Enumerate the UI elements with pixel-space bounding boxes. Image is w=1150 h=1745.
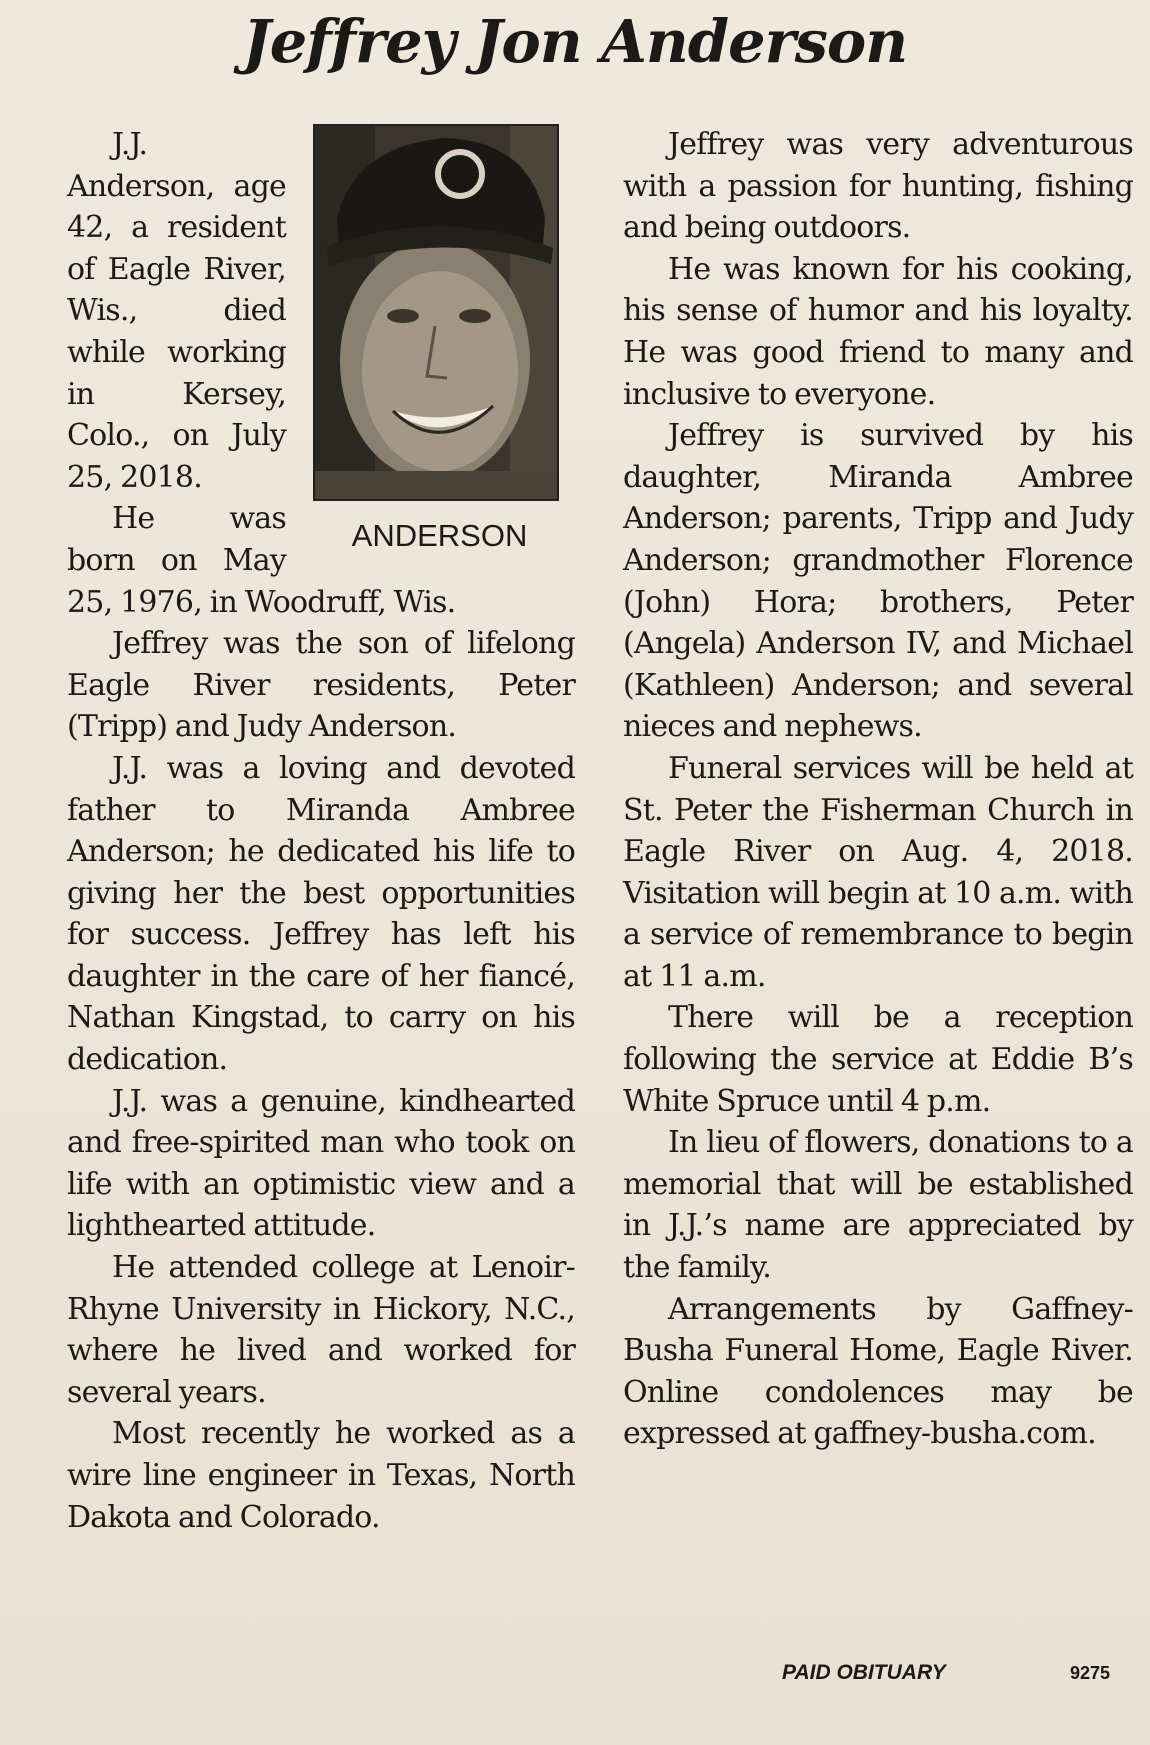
paragraph: Jeffrey is survived by his daughter, Miranda Ambree Anderson; parents, Tripp and Judy Anderson; grandmother Florence (John) Hora; brothers, Peter (Angela) Anderson IV, and Michael (Kathleen) Anderson; and several nieces and nephews. bbox=[623, 418, 1133, 745]
photo-caption: ANDERSON bbox=[351, 518, 528, 553]
portrait-photo-icon bbox=[313, 124, 559, 501]
paragraph: He attended college at Lenoir-Rhyne University in Hickory, N.C., where he lived and worked for several years. bbox=[67, 1250, 575, 1410]
paragraph: He was born on May 25, 1976, in Woodruff, Wis. bbox=[67, 501, 456, 620]
paragraph: He was known for his cooking, his sense of humor and his loyalty. He was good friend to many and inclusive to everyone. bbox=[623, 251, 1133, 412]
paragraph: Jeffrey was very adventurous with a passion for hunting, fishing and being outdoors. bbox=[623, 127, 1133, 246]
paragraph: There will be a reception following the service at Eddie B’s White Spruce until 4 p.m. bbox=[623, 1000, 1133, 1119]
column-left bbox=[67, 124, 575, 1538]
ad-code: 9275 bbox=[1070, 1663, 1111, 1683]
paragraph: In lieu of flowers, donations to a memorial that will be established in J.J.’s name are appreciated by the family. bbox=[623, 1125, 1133, 1286]
paragraph: Most recently he worked as a wire line engineer in Texas, North Dakota and Colorado. bbox=[67, 1416, 575, 1535]
paragraph: J.J. was a loving and devoted father to Miranda Ambree Anderson; he dedicated his life to giving her the best opportunities for success. Jeffrey has left his daughter in the care of her fiancé, Nathan Kingstad, to carry on his dedication. bbox=[67, 750, 575, 1078]
obituary-title: Jeffrey Jon Anderson bbox=[242, 7, 908, 76]
paragraph: Jeffrey was the son of lifelong Eagle River residents, Peter (Tripp) and Judy Anderson. bbox=[67, 626, 575, 745]
portrait-photo-svg bbox=[315, 126, 557, 499]
photo-block bbox=[304, 124, 575, 557]
paragraph: Funeral services will be held at St. Peter the Fisherman Church in Eagle River on Aug. 4, 2018. Visitation will begin at 10 a.m. with a service of remembrance to begin at 11 a.m. bbox=[623, 750, 1133, 994]
paragraph: J.J. was a genuine, kindhearted and free-spirited man who took on life with an optimistic view and a lighthearted attitude. bbox=[67, 1083, 575, 1244]
paragraph: J.J. Anderson, age 42, a resident of Eagle River, Wis., died while working in Kersey, Colo., on July 25, 2018. bbox=[67, 127, 286, 495]
column-right bbox=[623, 124, 1133, 1455]
paid-obituary-label: PAID OBITUARY bbox=[782, 1661, 946, 1684]
paragraph: Arrangements by Gaffney-Busha Funeral Home, Eagle River. Online condolences may be expressed at gaffney-busha.com. bbox=[623, 1291, 1133, 1452]
